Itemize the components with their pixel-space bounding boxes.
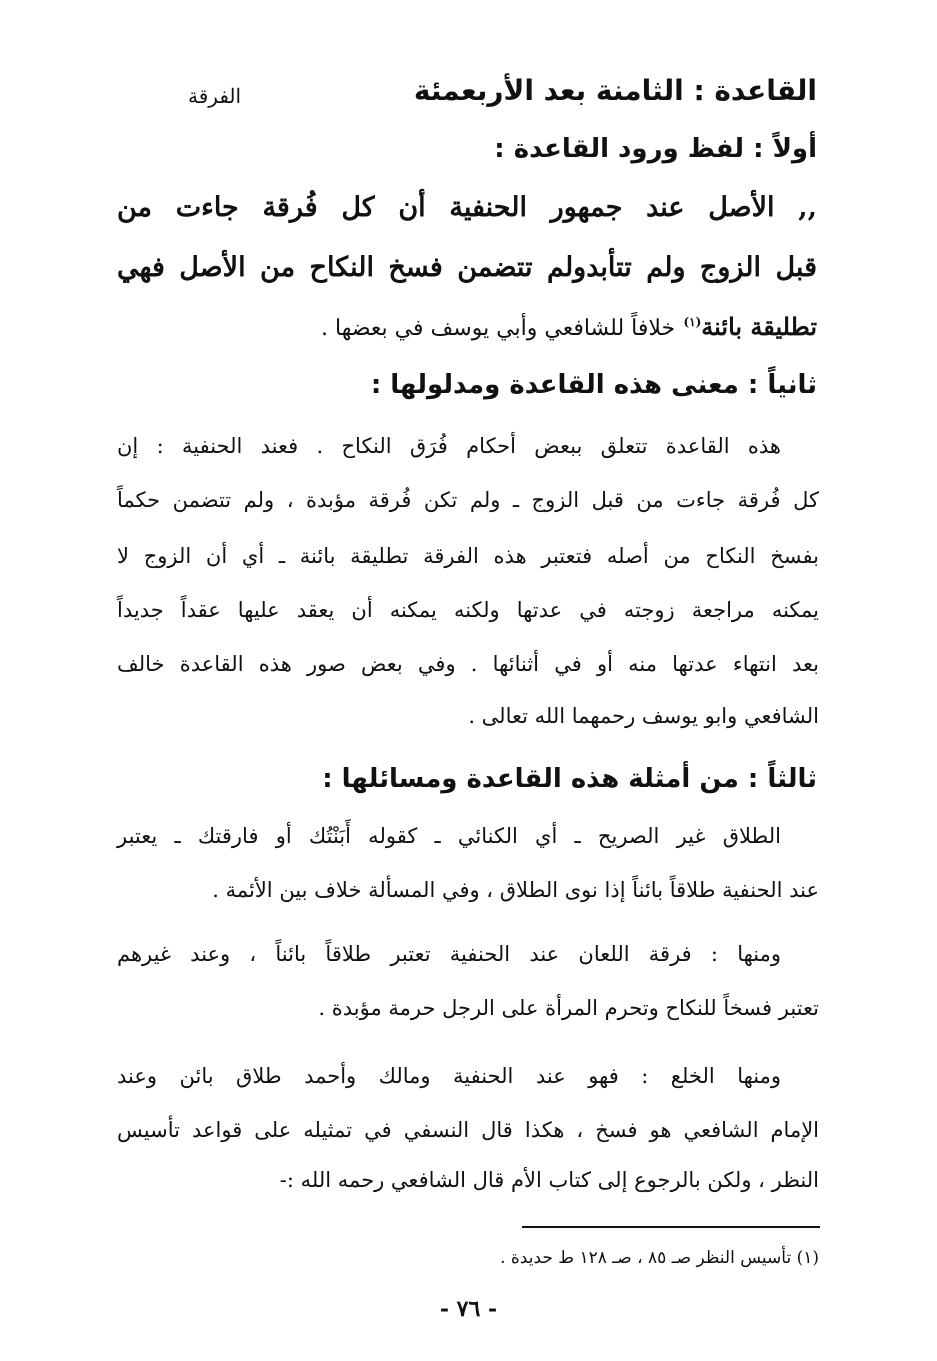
meaning-line-2: كل فُرقة جاءت من قبل الزوج ـ ولم تكن فُرقة مؤبدة ، ولم تتضمن حكماً	[117, 488, 819, 512]
running-header-topic: الفرقة	[188, 84, 242, 108]
meaning-line-1: هذه القاعدة تتعلق ببعض أحكام فُرَق النكاح . فعند الحنفية : إن	[117, 434, 781, 458]
footnote-divider	[522, 1226, 820, 1228]
footnote-marker: (١)	[683, 315, 702, 329]
rule-text-line-2: قبل الزوج ولم تتأبدولم تتضمن فسخ النكاح من الأصل فهي	[117, 252, 817, 283]
example-3-line-1: ومنها الخلع : فهو عند الحنفية ومالك وأحمد طلاق بائن وعند	[117, 1064, 781, 1088]
section-heading-1: أولاً : لفظ ورود القاعدة :	[494, 134, 817, 164]
section-heading-2: ثانياً : معنى هذه القاعدة ومدلولها :	[370, 370, 817, 400]
meaning-line-6: الشافعي وابو يوسف رحمهما الله تعالى .	[468, 704, 819, 728]
section-heading-3: ثالثاً : من أمثلة هذه القاعدة ومسائلها :	[322, 764, 817, 794]
example-2-line-2: تعتبر فسخاً للنكاح وتحرم المرأة على الرجل حرمة مؤبدة .	[318, 996, 819, 1020]
rule-text-tail: خلافاً للشافعي وأبي يوسف في بعضها .	[321, 316, 676, 341]
rule-title: القاعدة : الثامنة بعد الأربعمئة	[413, 74, 817, 107]
example-2-line-1: ومنها : فرقة اللعان عند الحنفية تعتبر طلاقاً بائناً ، وعند غيرهم	[117, 942, 781, 966]
example-1-line-2: عند الحنفية طلاقاً بائناً إذا نوى الطلاق ، وفي المسألة خلاف بين الأئمة .	[212, 878, 819, 902]
meaning-line-4: يمكنه مراجعة زوجته في عدتها ولكنه يمكنه أن يعقد عليها عقداً جديداً	[117, 598, 819, 622]
meaning-line-5: بعد انتهاء عدتها منه أو في أثنائها . وفي بعض صور هذه القاعدة خالف	[117, 652, 819, 676]
example-1-line-1: الطلاق غير الصريح ـ أي الكنائي ـ كقوله أَبَنْتُك أو فارقتك ـ يعتبر	[117, 824, 781, 848]
example-3-line-3: النظر ، ولكن بالرجوع إلى كتاب الأم قال الشافعي رحمه الله :-	[279, 1168, 819, 1192]
rule-text-line-3	[117, 312, 817, 341]
meaning-line-3: بفسخ النكاح من أصله فتعتبر هذه الفرقة تطليقة بائنة ـ أي أن الزوج لا	[117, 544, 819, 568]
footnote-text: (١) تأسيس النظر صـ ٨٥ ، صـ ١٢٨ ط حديدة .	[500, 1248, 819, 1268]
rule-text-tatliqa: تطليقة بائنة	[701, 312, 817, 341]
example-3-line-2: الإمام الشافعي هو فسخ ، هكذا قال النسفي في تمثيله على قواعد تأسيس	[117, 1118, 819, 1142]
page-number: - ٧٦ -	[439, 1296, 498, 1322]
rule-text-line-1: ,, الأصل عند جمهور الحنفية أن كل فُرقة جاءت من	[117, 192, 817, 223]
